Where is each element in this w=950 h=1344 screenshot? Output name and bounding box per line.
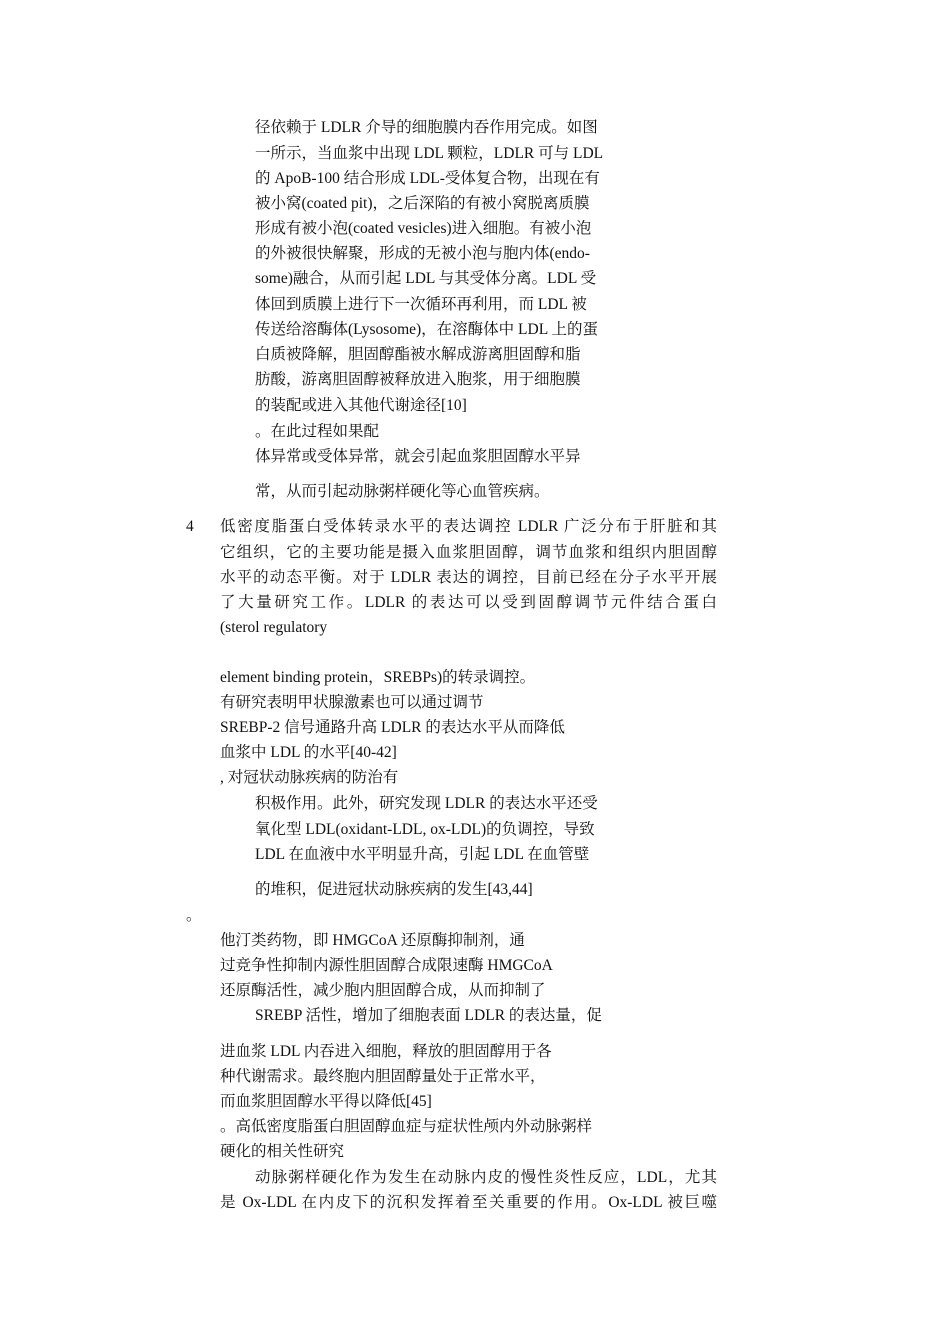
text-line: 白质被降解，胆固醇酯被水解成游离胆固醇和脂 <box>255 346 581 363</box>
text-line: 过竞争性抑制内源性胆固醇合成限速酶 HMGCoA <box>220 957 553 974</box>
section-heading-line: 。高低密度脂蛋白胆固醇血症与症状性颅内外动脉粥样 <box>220 1118 593 1135</box>
text-line: some)融合，从而引起 LDL 与其受体分离。LDL 受 <box>255 270 597 287</box>
text-line: SREBP 活性，增加了细胞表面 LDLR 的表达量，促 <box>255 1007 602 1024</box>
text-line: 动脉粥样硬化作为发生在动脉内皮的慢性炎性反应，LDL，尤其 <box>255 1169 717 1186</box>
text-line: 血浆中 LDL 的水平[40-42] <box>220 744 397 761</box>
section-heading-line: 低密度脂蛋白受体转录水平的表达调控 LDLR 广泛分布于肝脏和其 <box>220 518 717 535</box>
text-line: 而血浆胆固醇水平得以降低[45] <box>220 1093 432 1110</box>
text-line: 进血浆 LDL 内吞进入细胞，释放的胆固醇用于各 <box>220 1043 552 1060</box>
stray-period: 。 <box>186 907 202 924</box>
text-line: 径依赖于 LDLR 介导的细胞膜内吞作用完成。如图 <box>255 119 598 136</box>
text-line: 常，从而引起动脉粥样硬化等心血管疾病。 <box>255 483 550 500</box>
text-line: 有研究表明甲状腺激素也可以通过调节 <box>220 694 484 711</box>
section-number: 4 <box>186 518 194 535</box>
text-line: 水平的动态平衡。对于 LDLR 表达的调控，目前已经在分子水平开展 <box>220 569 717 586</box>
text-line: 是 Ox-LDL 在内皮下的沉积发挥着至关重要的作用。Ox-LDL 被巨噬 <box>220 1194 717 1211</box>
text-line: 一所示，当血浆中出现 LDL 颗粒，LDLR 可与 LDL <box>255 145 604 162</box>
text-line: 的 ApoB-100 结合形成 LDL-受体复合物，出现在有 <box>255 170 600 187</box>
text-line: 积极作用。此外，研究发现 LDLR 的表达水平还受 <box>255 795 598 812</box>
text-line: 了大量研究工作。LDLR 的表达可以受到固醇调节元件结合蛋白 <box>220 594 717 611</box>
text-line: 。在此过程如果配 <box>255 423 380 440</box>
text-line: 肪酸，游离胆固醇被释放进入胞浆，用于细胞膜 <box>255 371 581 388</box>
text-line: 种代谢需求。最终胞内胆固醇量处于正常水平， <box>220 1068 546 1085</box>
text-line: 形成有被小泡(coated vesicles)进入细胞。有被小泡 <box>255 220 592 237</box>
text-line: 传送给溶酶体(Lysosome)，在溶酶体中 LDL 上的蛋 <box>255 321 598 338</box>
text-line: SREBP-2 信号通路升高 LDLR 的表达水平从而降低 <box>220 719 565 736</box>
text-line: element binding protein，SREBPs)的转录调控。 <box>220 669 536 686</box>
text-line: 它组织，它的主要功能是摄入血浆胆固醇，调节血浆和组织内胆固醇 <box>220 544 717 561</box>
text-line: 的装配或进入其他代谢途径[10] <box>255 397 467 414</box>
text-line: 的外被很快解聚，形成的无被小泡与胞内体(endo- <box>255 245 590 262</box>
text-line: 被小窝(coated pit)，之后深陷的有被小窝脱离质膜 <box>255 195 590 212</box>
text-line: 他汀类药物，即 HMGCoA 还原酶抑制剂，通 <box>220 932 525 949</box>
text-line: (sterol regulatory <box>220 619 328 636</box>
text-line: , 对冠状动脉疾病的防治有 <box>220 769 399 786</box>
text-line: 氧化型 LDL(oxidant-LDL, ox-LDL)的负调控，导致 <box>255 821 595 838</box>
text-line: 的堆积，促进冠状动脉疾病的发生[43,44] <box>255 881 533 898</box>
text-line: 体异常或受体异常，就会引起血浆胆固醇水平异 <box>255 448 581 465</box>
text-line: 还原酶活性，减少胞内胆固醇合成，从而抑制了 <box>220 982 546 999</box>
text-line: LDL 在血液中水平明显升高，引起 LDL 在血管壁 <box>255 846 590 863</box>
text-line: 体回到质膜上进行下一次循环再利用，而 LDL 被 <box>255 296 587 313</box>
section-heading-line: 硬化的相关性研究 <box>220 1143 345 1160</box>
